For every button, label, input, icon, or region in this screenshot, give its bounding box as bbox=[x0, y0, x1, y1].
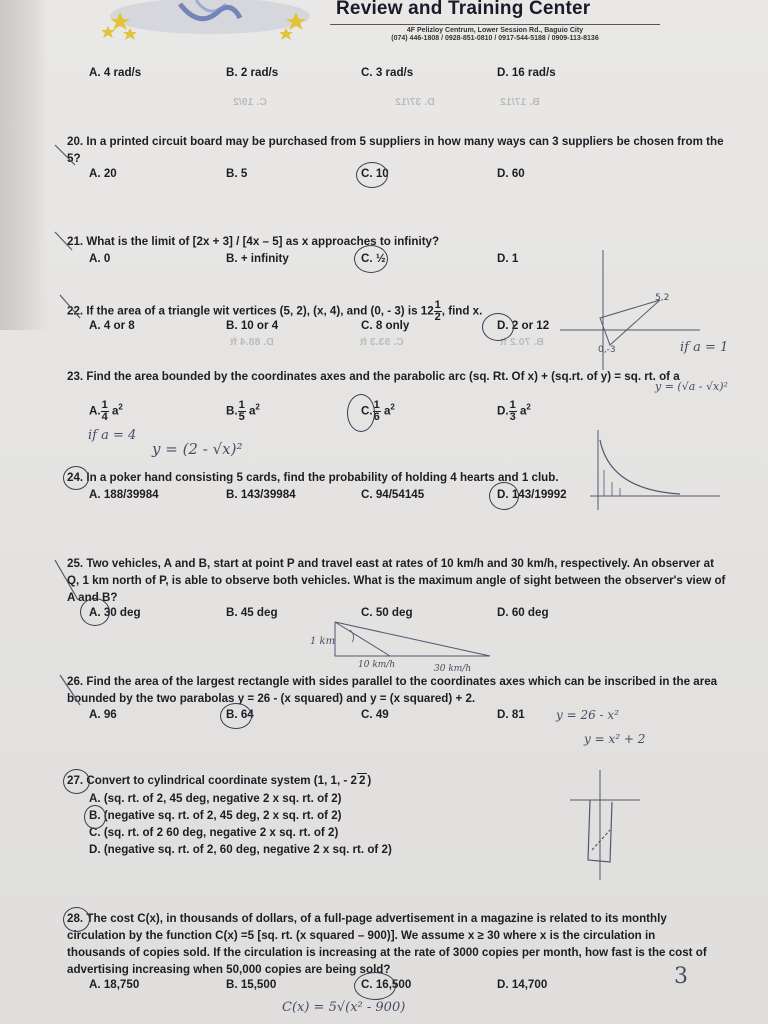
q20-option-d: D. 60 bbox=[497, 167, 525, 180]
question-number: 25. bbox=[67, 557, 84, 570]
option-variable: a bbox=[111, 404, 119, 418]
margin-tick-mark bbox=[60, 675, 80, 705]
question-text: Find the area bounded by the coordinates axes and the parabolic arc (sq. Rt. Of x) + (sq.rt. of y) = sq. rt. of a bbox=[86, 370, 680, 383]
q28-option-d: D. 14,700 bbox=[497, 978, 548, 991]
q19-option-d: D. 16 rad/s bbox=[497, 66, 556, 79]
question-text: Convert to cylindrical coordinate system (1, 1, - 2 bbox=[86, 774, 357, 787]
question-text-tail: ) bbox=[367, 774, 372, 787]
option-variable: a bbox=[248, 404, 256, 418]
angle-of-sight-sketch bbox=[335, 622, 490, 656]
fraction-denominator: 6 bbox=[373, 411, 380, 423]
question-number: 22. bbox=[67, 304, 84, 318]
q28-option-a: A. 18,750 bbox=[89, 978, 140, 991]
handwritten-label: 1 km bbox=[310, 636, 336, 647]
handwritten-label: 30 km/h bbox=[434, 664, 472, 674]
phone-line: (074) 446-1808 / 0928-851-0810 / 0917-544-5188 / 0909-113-8136 bbox=[391, 35, 599, 42]
fraction-numerator: 1 bbox=[373, 399, 380, 411]
question-number: 24. bbox=[67, 471, 84, 484]
handwritten-note: if a = 4 bbox=[88, 428, 137, 443]
fraction-numerator: 1 bbox=[509, 399, 516, 411]
handwritten-equation: y = 26 - x² bbox=[556, 708, 619, 722]
q22-option-d: D. 2 or 12 bbox=[497, 319, 550, 332]
triangle-sketch bbox=[560, 250, 700, 370]
q24-option-c: C. 94/54145 bbox=[361, 488, 425, 501]
q21-option-d: D. 1 bbox=[497, 252, 519, 265]
exponent: 2 bbox=[390, 402, 395, 412]
area-curve-sketch bbox=[590, 430, 720, 510]
option-letter: A. bbox=[89, 404, 101, 418]
question-number: 21. bbox=[67, 235, 84, 248]
question-number: 28. bbox=[67, 912, 84, 925]
exponent: 2 bbox=[255, 402, 260, 412]
question-number: 23. bbox=[67, 370, 84, 383]
q21-option-c: C. ½ bbox=[361, 252, 386, 265]
q24-option-d: D. 143/19992 bbox=[497, 488, 567, 501]
exponent: 2 bbox=[526, 402, 531, 412]
handwritten-label: 10 km/h bbox=[358, 660, 396, 670]
q20-option-c: C. 10 bbox=[361, 167, 389, 180]
q22-option-a: A. 4 or 8 bbox=[89, 319, 135, 332]
q26-option-b: B. 64 bbox=[226, 708, 254, 721]
question-number: 20. bbox=[67, 135, 84, 148]
center-name: Review and Training Center bbox=[336, 0, 591, 19]
q19-option-a: A. 4 rad/s bbox=[89, 66, 142, 79]
bleed-through-text: D. 37/12 bbox=[395, 96, 435, 108]
question-text: Two vehicles, A and B, start at point P and travel east at rates of 10 km/h and 30 km/h, respectively. An observer at Q, 1 km north of P, is able to observe both vehicles. What is the maximum angle of sight between the observer's view of A and B? bbox=[67, 557, 726, 604]
bleed-through-text: B. 70.2 ft bbox=[500, 336, 544, 348]
fraction-denominator: 4 bbox=[101, 411, 108, 423]
handwritten-equation: y = (√a - √x)² bbox=[655, 380, 728, 393]
margin-tick-mark bbox=[55, 232, 72, 250]
fraction-numerator: 1 bbox=[101, 399, 108, 411]
bleed-through-text: D. 88.4 ft bbox=[230, 336, 274, 348]
bleed-through-text: C. 93.3 ft bbox=[360, 336, 404, 348]
sqrt-radicand: 2 bbox=[358, 774, 366, 787]
q22-option-b: B. 10 or 4 bbox=[226, 319, 279, 332]
q24-option-a: A. 188/39984 bbox=[89, 488, 159, 501]
question-text-tail: , find x. bbox=[441, 304, 483, 318]
q26-option-a: A. 96 bbox=[89, 708, 117, 721]
q28-option-c: C. 16,500 bbox=[361, 978, 412, 991]
q25-option-b: B. 45 deg bbox=[226, 606, 278, 619]
bleed-through-text: C. 19/2 bbox=[233, 96, 267, 108]
q24-option-b: B. 143/39984 bbox=[226, 488, 296, 501]
margin-tick-mark bbox=[55, 145, 75, 165]
question-number: 27. bbox=[67, 774, 84, 787]
fraction-denominator: 2 bbox=[434, 311, 441, 323]
cylinder-sketch bbox=[570, 770, 640, 880]
q20-option-b: B. 5 bbox=[226, 167, 248, 180]
fraction-denominator: 3 bbox=[509, 411, 516, 423]
option-letter: D. bbox=[497, 404, 509, 418]
option-variable: a bbox=[383, 404, 391, 418]
option-letter: B. bbox=[226, 404, 238, 418]
bleed-through-text: B. 17/12 bbox=[500, 96, 540, 108]
q27-option-d: D. (negative sq. rt. of 2, 60 deg, negative 2 x sq. rt. of 2) bbox=[89, 843, 392, 856]
question-number: 26. bbox=[67, 675, 84, 688]
fraction-denominator: 5 bbox=[238, 411, 245, 423]
q21-option-b: B. + infinity bbox=[226, 252, 289, 265]
q19-option-b: B. 2 rad/s bbox=[226, 66, 279, 79]
handwritten-equation: y = (2 - √x)² bbox=[152, 440, 243, 458]
exponent: 2 bbox=[118, 402, 123, 412]
q27-option-b: B. (negative sq. rt. of 2, 45 deg, 2 x sq. rt. of 2) bbox=[89, 809, 342, 822]
question-text: If the area of a triangle wit vertices (5, 2), (x, 4), and (0, - 3) is 12 bbox=[86, 304, 434, 318]
q28-option-b: B. 15,500 bbox=[226, 978, 277, 991]
address-line: 4F Pelizloy Centrum, Lower Session Rd., Baguio City bbox=[406, 27, 584, 34]
q25-option-c: C. 50 deg bbox=[361, 606, 413, 619]
q22-option-c: C. 8 only bbox=[361, 319, 410, 332]
fraction-numerator: 1 bbox=[238, 399, 245, 411]
question-text: Find the area of the largest rectangle with sides parallel to the coordinates axes which can be inscribed in the area bounded by the two parabolas y = 26 - (x squared) and y = (x squared) + 2. bbox=[67, 675, 718, 705]
question-text: In a printed circuit board may be purchased from 5 suppliers in how many ways can 3 suppliers be chosen from the 5? bbox=[67, 135, 724, 165]
q27-option-c: C. (sq. rt. of 2 60 deg, negative 2 x sq. rt. of 2) bbox=[89, 826, 339, 839]
q26-option-c: C. 49 bbox=[361, 708, 389, 721]
handwritten-note: if a = 1 bbox=[680, 340, 729, 355]
fraction-numerator: 1 bbox=[434, 299, 441, 311]
svg-text:5,2: 5,2 bbox=[655, 293, 670, 303]
handwritten-equation: y = x² + 2 bbox=[584, 732, 646, 746]
question-text: What is the limit of [2x + 3] / [4x – 5] as x approaches to infinity? bbox=[86, 235, 440, 248]
handwritten-equation: C(x) = 5√(x² - 900) bbox=[282, 1000, 406, 1015]
q20-option-a: A. 20 bbox=[89, 167, 117, 180]
option-variable: a bbox=[519, 404, 527, 418]
page-number: 3 bbox=[674, 964, 688, 989]
question-text: The cost C(x), in thousands of dollars, of a full-page advertisement in a magazine is related to its monthly circulation by the function C(x) =5 [sq. rt. (x squared – 900)]. We assume x ≥ 30 where x is the circulation in thousands of copies sold. If the circulation is increasing at the rate of 3000 copies per month, how fast is the cost of advertising increasing when 50,000 copies are being sold? bbox=[67, 912, 707, 976]
option-letter: C. bbox=[361, 404, 373, 418]
q21-option-a: A. 0 bbox=[89, 252, 111, 265]
q25-option-d: D. 60 deg bbox=[497, 606, 549, 619]
svg-text:0,-3: 0,-3 bbox=[598, 345, 616, 355]
margin-tick-mark bbox=[60, 295, 80, 318]
q27-option-a: A. (sq. rt. of 2, 45 deg, negative 2 x sq. rt. of 2) bbox=[89, 792, 342, 805]
margin-tick-mark bbox=[55, 560, 78, 600]
question-text: In a poker hand consisting 5 cards, find the probability of holding 4 hearts and 1 club. bbox=[86, 471, 559, 484]
q26-option-d: D. 81 bbox=[497, 708, 525, 721]
q19-option-c: C. 3 rad/s bbox=[361, 66, 414, 79]
q25-option-a: A. 30 deg bbox=[89, 606, 141, 619]
